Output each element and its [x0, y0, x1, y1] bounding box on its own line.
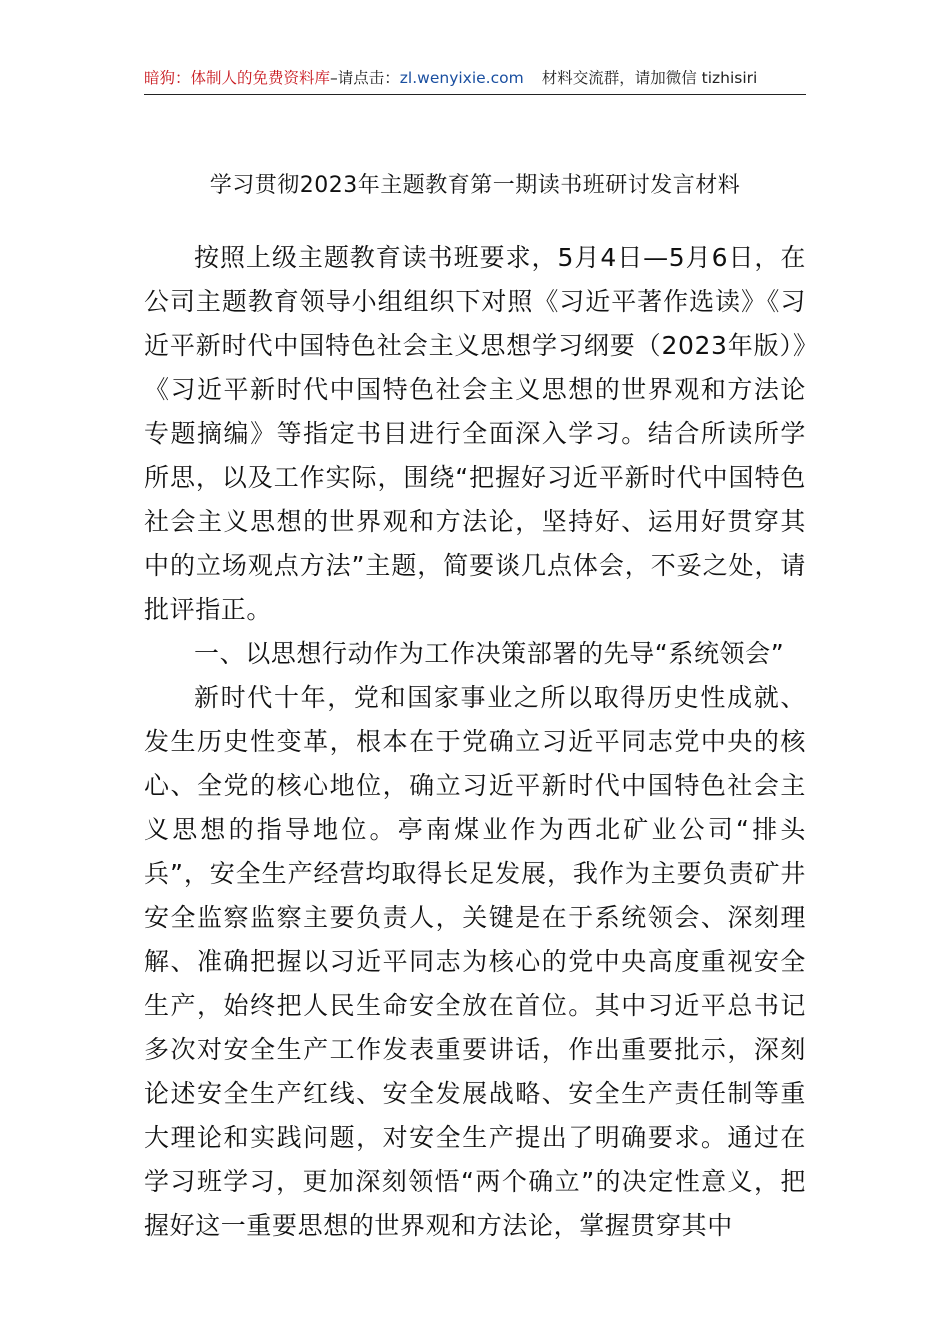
document-title: 学习贯彻2023年主题教育第一期读书班研讨发言材料	[209, 173, 741, 198]
header-brand: 暗狗：体制人的免费资料库	[144, 69, 331, 87]
section-heading-1: 一、以思想行动作为工作决策部署的先导“系统领会”	[194, 639, 785, 668]
section-1-paragraph: 新时代十年，党和国家事业之所以取得历史性成就、发生历史性变革，根本在于党确立习近平同志党中央的核心、全党的核心地位，确立习近平新时代中国特色社会主义思想的指导地位。亭南煤业作为西北矿业公司“排头兵”，安全生产经营均取得长足发展，我作为主要负责矿井安全监察监察主要负责人，关键是在于系统领会、深刻理解、准确把握以习近平同志为核心的党中央高度重视安全生产，始终把人民生命安全放在首位。其中习近平总书记多次对安全生产工作发表重要讲话，作出重要批示，深刻论述安全生产红线、安全发展战略、安全生产责任制等重大理论和实践问题，对安全生产提出了明确要求。通过在学习班学习，更加深刻领悟“两个确立”的决定性意义，把握好这一重要思想的世界观和方法论，掌握贯穿其中	[144, 683, 806, 1240]
page-header	[144, 62, 806, 95]
header-group-text: 材料交流群，请加微信 tizhisiri	[541, 69, 758, 87]
document-body	[144, 236, 806, 1248]
intro-paragraph: 按照上级主题教育读书班要求，5月4日—5月6日，在公司主题教育领导小组组织下对照《习近平著作选读》《习近平新时代中国特色社会主义思想学习纲要（2023年版）》《习近平新时代中国特色社会主义思想的世界观和方法论专题摘编》等指定书目进行全面深入学习。结合所读所学所思，以及工作实际，围绕“把握好习近平新时代中国特色社会主义思想的世界观和方法论，坚持好、运用好贯穿其中的立场观点方法”主题，简要谈几点体会，不妥之处，请批评指正。	[144, 243, 806, 624]
header-url-link[interactable]: zl.wenyixie.com	[399, 69, 524, 87]
header-link-prefix: –请点击：	[330, 69, 400, 87]
